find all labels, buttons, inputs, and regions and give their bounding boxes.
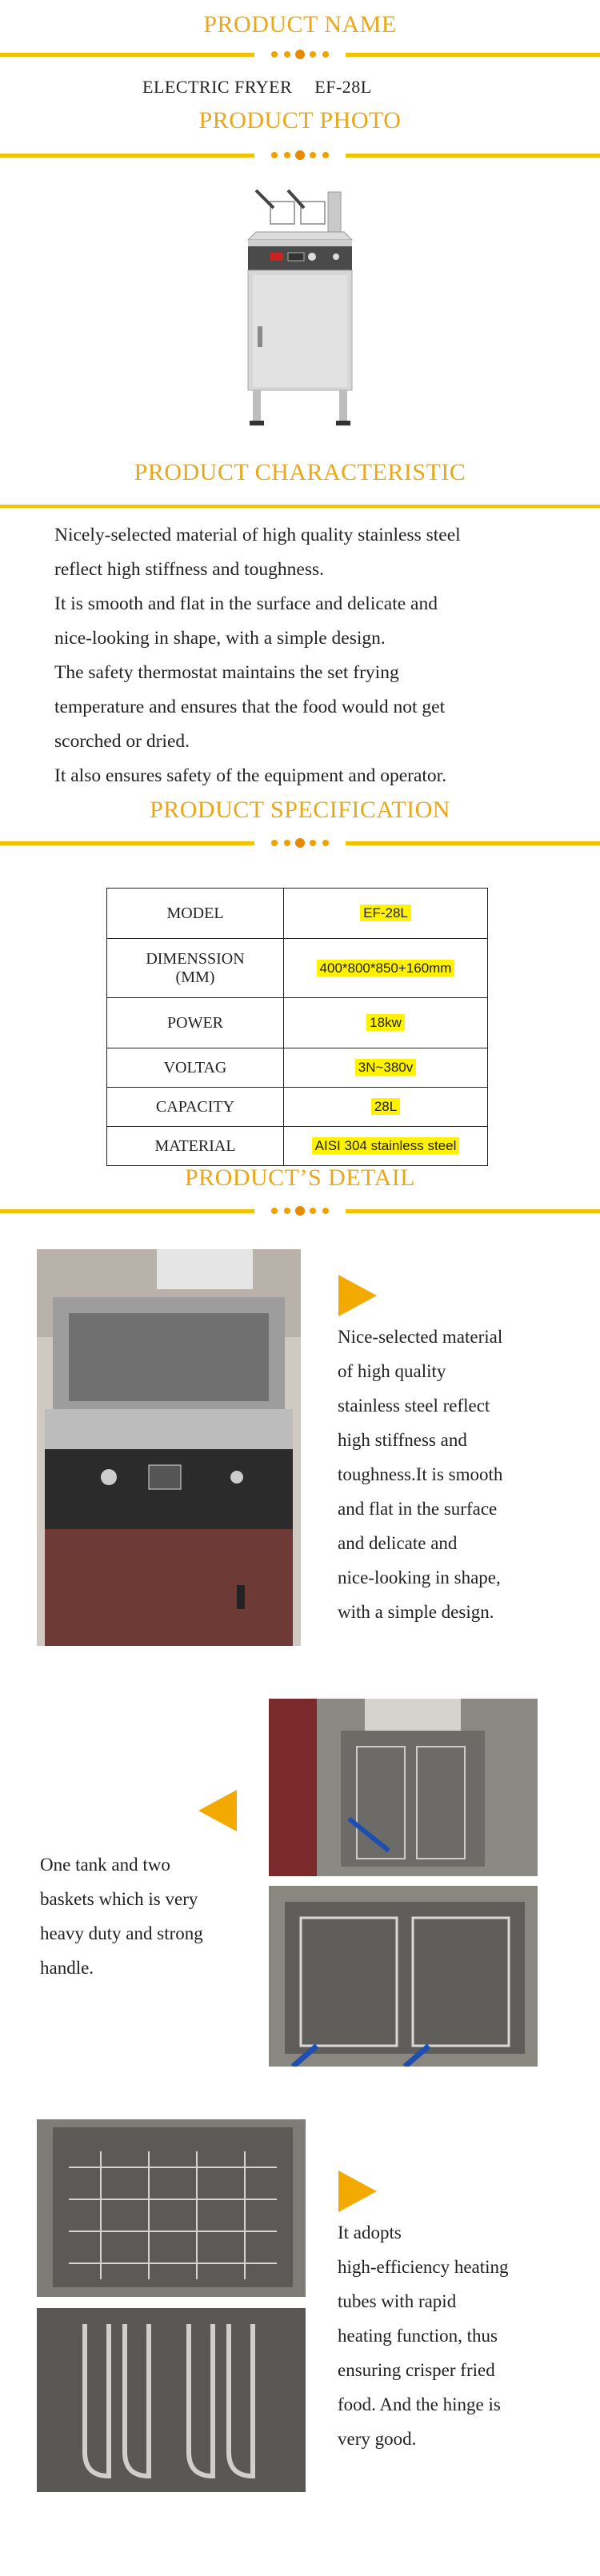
spec-key: POWER	[107, 998, 284, 1048]
detail-line: baskets which is very	[40, 1889, 198, 1909]
detail-photo-basket-closeup	[37, 2119, 306, 2297]
spec-key: MODEL	[107, 889, 284, 939]
detail-line: high stiffness and	[338, 1430, 467, 1450]
detail-line: heating function, thus	[338, 2326, 498, 2346]
arrow-right-icon	[338, 2171, 377, 2212]
product-photo-fryer	[224, 184, 384, 440]
detail-line: and flat in the surface	[338, 1499, 498, 1519]
detail-line: It adopts	[338, 2223, 402, 2243]
detail-text-3	[338, 2215, 509, 2456]
detail-line: toughness.It is smooth	[338, 1464, 503, 1484]
spec-value: 18kw	[284, 998, 488, 1048]
spec-table	[106, 888, 488, 1166]
product-name-line	[142, 77, 394, 98]
table-row	[107, 1127, 488, 1166]
detail-line: Nice-selected material	[338, 1327, 503, 1347]
spec-key: DIMENSSION (MM)	[107, 939, 284, 998]
section-title-product-characteristic: PRODUCT CHARACTERISTIC	[134, 459, 466, 485]
characteristic-line: It also ensures safety of the equipment and operator.	[54, 765, 447, 786]
detail-line: very good.	[338, 2429, 417, 2449]
spec-value: 3N~380v	[284, 1048, 488, 1088]
section-divider	[0, 46, 600, 62]
characteristic-line: nice-looking in shape, with a simple design.	[54, 628, 386, 649]
detail-text-1	[338, 1320, 502, 1629]
section-divider	[0, 497, 600, 513]
table-row	[107, 889, 488, 939]
product-name: ELECTRIC FRYER	[142, 77, 293, 97]
table-row	[107, 1048, 488, 1088]
characteristic-line: reflect high stiffness and toughness.	[54, 559, 324, 580]
spec-value: EF-28L	[284, 889, 488, 939]
section-title-product-photo: PRODUCT PHOTO	[198, 107, 402, 134]
characteristic-line: The safety thermostat maintains the set frying	[54, 662, 399, 683]
detail-line: heavy duty and strong	[40, 1923, 203, 1943]
detail-line: stainless steel reflect	[338, 1396, 490, 1416]
table-row	[107, 998, 488, 1048]
section-title-product-specification: PRODUCT SPECIFICATION	[150, 797, 450, 823]
detail-line: of high quality	[338, 1361, 446, 1381]
spec-key: VOLTAG	[107, 1048, 284, 1088]
section-divider	[0, 1203, 600, 1219]
detail-line: and delicate and	[338, 1533, 458, 1553]
section-title-product-detail: PRODUCT’S DETAIL	[184, 1164, 416, 1191]
spec-value: AISI 304 stainless steel	[284, 1127, 488, 1166]
detail-line: One tank and two	[40, 1855, 170, 1875]
characteristic-line: temperature and ensures that the food would not get	[54, 697, 446, 717]
arrow-right-icon	[338, 1275, 377, 1316]
detail-line: nice-looking in shape,	[338, 1568, 501, 1588]
spec-key: CAPACITY	[107, 1088, 284, 1127]
product-model: EF-28L	[314, 77, 372, 97]
detail-line: ensuring crisper fried	[338, 2360, 495, 2380]
detail-line: high-efficiency heating	[338, 2257, 509, 2277]
detail-photo-heating-tubes	[37, 2308, 306, 2492]
detail-line: with a simple design.	[338, 1602, 494, 1622]
detail-line: food. And the hinge is	[338, 2394, 501, 2414]
detail-line: tubes with rapid	[338, 2291, 457, 2311]
arrow-left-icon	[198, 1790, 237, 1831]
characteristic-line: It is smooth and flat in the surface and delicate and	[54, 593, 438, 614]
detail-photo-fryer-front	[37, 1249, 301, 1646]
spec-key: MATERIAL	[107, 1127, 284, 1166]
spec-value: 28L	[284, 1088, 488, 1127]
section-divider	[0, 835, 600, 851]
table-row	[107, 939, 488, 998]
detail-line: handle.	[40, 1958, 94, 1978]
characteristic-line: Nicely-selected material of high quality stainless steel	[54, 525, 461, 545]
section-divider	[0, 147, 600, 163]
table-row	[107, 1088, 488, 1127]
characteristic-text	[54, 518, 558, 793]
detail-photo-fryer-baskets	[269, 1886, 538, 2067]
detail-photo-fryer-tank	[269, 1699, 538, 1876]
spec-value: 400*800*850+160mm	[284, 939, 488, 998]
characteristic-line: scorched or dried.	[54, 731, 190, 752]
detail-text-2	[40, 1847, 203, 1985]
section-title-product-name: PRODUCT NAME	[203, 11, 397, 38]
